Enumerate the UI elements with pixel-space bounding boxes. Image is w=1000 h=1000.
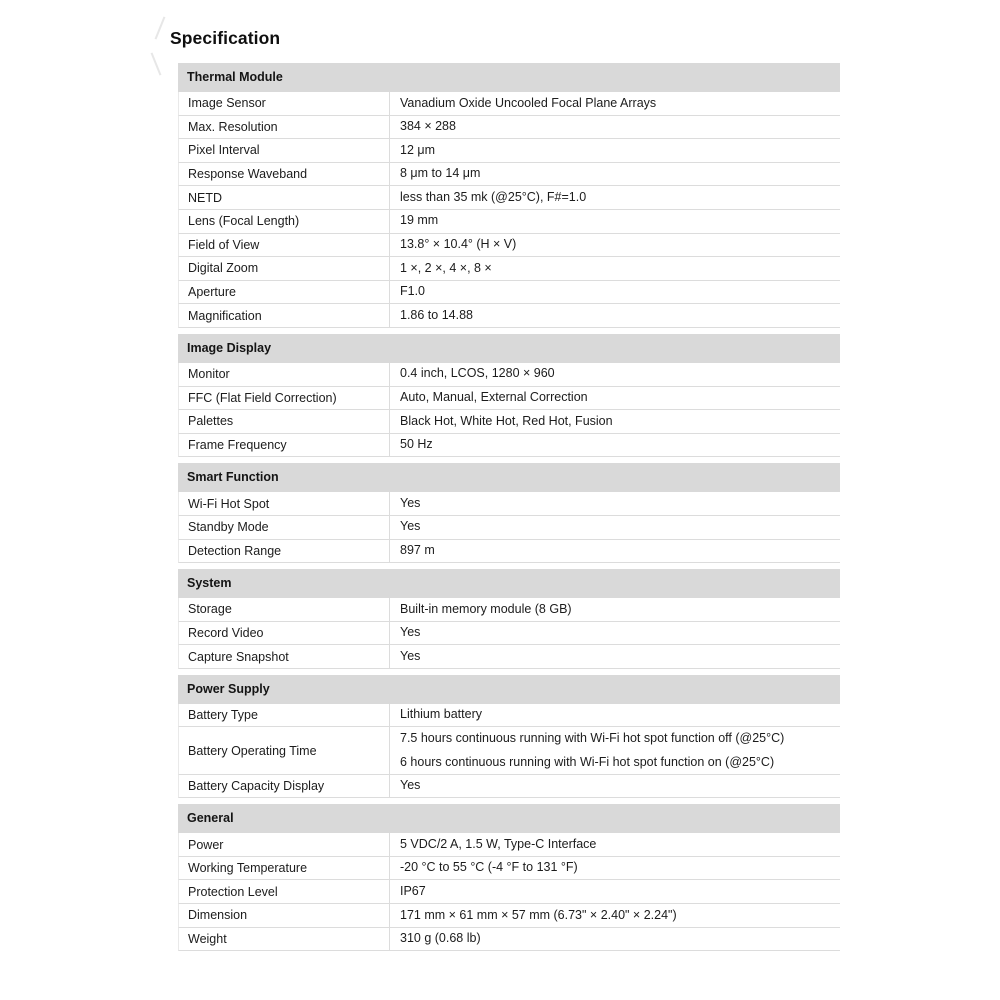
spec-row-label: Image Sensor xyxy=(188,96,266,111)
spec-value-line: 171 mm × 61 mm × 57 mm (6.73" × 2.40" × 2.24") xyxy=(400,907,677,922)
spec-row-value xyxy=(389,139,840,162)
section-header: System xyxy=(178,569,840,598)
spec-row-value xyxy=(389,704,840,727)
page-title: Specification xyxy=(170,28,281,48)
spec-row-value xyxy=(389,304,840,327)
spec-value-line: 12 μm xyxy=(400,142,435,157)
spec-row-label: Dimension xyxy=(188,908,248,923)
spec-value-line: 897 m xyxy=(400,543,435,557)
spec-row xyxy=(178,880,840,904)
spec-row xyxy=(178,186,840,210)
spec-value-line: 6 hours continuous running with Wi-Fi hot spot function on (@25°C) xyxy=(400,754,775,769)
spec-row-value xyxy=(389,363,840,386)
spec-row xyxy=(178,904,840,928)
spec-row-label: Detection Range xyxy=(188,543,282,558)
section-header: Thermal Module xyxy=(178,63,840,92)
spec-value-line: 0.4 inch, LCOS, 1280 × 960 xyxy=(400,366,555,381)
spec-row-label: Frame Frequency xyxy=(188,438,287,453)
spec-row-label: Battery Capacity Display xyxy=(188,778,325,793)
spec-row-label: Protection Level xyxy=(188,884,278,899)
spec-row xyxy=(178,92,840,116)
section-header: General xyxy=(178,804,840,833)
spec-row xyxy=(178,163,840,187)
spec-row-value xyxy=(389,387,840,410)
spec-value-line: Lithium battery xyxy=(400,707,482,722)
section-header: Image Display xyxy=(178,334,840,363)
spec-row-value xyxy=(389,645,840,668)
spec-row xyxy=(178,928,840,952)
spec-row-label: Magnification xyxy=(188,308,262,323)
spec-value-line: Built-in memory module (8 GB) xyxy=(400,601,572,616)
spec-row xyxy=(178,234,840,258)
spec-row xyxy=(178,116,840,140)
spec-row xyxy=(178,622,840,646)
spec-value-line: F1.0 xyxy=(400,284,426,299)
spec-value-line: IP67 xyxy=(400,883,426,898)
spec-section xyxy=(178,804,840,951)
spec-row xyxy=(178,139,840,163)
spec-row-value xyxy=(389,540,840,563)
spec-row-value xyxy=(389,622,840,645)
spec-row-label: Digital Zoom xyxy=(188,261,259,276)
spec-row-label: Standby Mode xyxy=(188,520,269,535)
spec-value-line: 1 ×, 2 ×, 4 ×, 8 × xyxy=(400,260,492,275)
spec-value-line: Vanadium Oxide Uncooled Focal Plane Arrays xyxy=(400,95,657,110)
spec-row-value xyxy=(389,928,840,951)
spec-row-value xyxy=(389,434,840,457)
spec-row-value xyxy=(389,234,840,257)
spec-row xyxy=(178,598,840,622)
spec-row xyxy=(178,727,840,774)
spec-row xyxy=(178,516,840,540)
spec-value-line: Yes xyxy=(400,519,421,534)
spec-row-label: Max. Resolution xyxy=(188,119,278,134)
spec-table xyxy=(178,63,840,951)
spec-row xyxy=(178,645,840,669)
spec-row-label: Palettes xyxy=(188,414,234,429)
spec-value-line: Yes xyxy=(400,625,421,640)
spec-row xyxy=(178,210,840,234)
spec-row-value xyxy=(389,186,840,209)
spec-row-label: Working Temperature xyxy=(188,861,308,876)
spec-row-label: Field of View xyxy=(188,237,260,252)
spec-row-value xyxy=(389,116,840,139)
spec-section xyxy=(178,63,840,328)
spec-row-label: Storage xyxy=(188,602,232,617)
spec-row-label: Capture Snapshot xyxy=(188,649,289,664)
spec-row xyxy=(178,410,840,434)
spec-row xyxy=(178,257,840,281)
scan-artifact-mark xyxy=(155,16,166,39)
spec-row-label: Monitor xyxy=(188,367,230,382)
spec-row-label: Battery Type xyxy=(188,708,258,723)
spec-row xyxy=(178,434,840,458)
spec-row-label: FFC (Flat Field Correction) xyxy=(188,390,337,405)
spec-row xyxy=(178,387,840,411)
spec-value-line: 13.8° × 10.4° (H × V) xyxy=(400,237,517,252)
spec-value-line: 8 μm to 14 μm xyxy=(400,166,481,181)
spec-row xyxy=(178,281,840,305)
spec-row-label: Battery Operating Time xyxy=(188,743,317,758)
spec-row xyxy=(178,857,840,881)
spec-row-value xyxy=(389,833,840,856)
spec-row-value xyxy=(389,727,840,773)
scan-artifact-mark xyxy=(151,52,162,75)
spec-row-label: Lens (Focal Length) xyxy=(188,214,300,229)
section-header: Smart Function xyxy=(178,463,840,492)
spec-row-label: Wi-Fi Hot Spot xyxy=(188,496,270,511)
spec-row-value xyxy=(389,257,840,280)
spec-row xyxy=(178,540,840,564)
spec-value-line: Yes xyxy=(400,495,421,510)
spec-value-line: Yes xyxy=(400,648,421,663)
spec-row-value xyxy=(389,92,840,115)
spec-row-value xyxy=(389,598,840,621)
spec-value-line: 384 × 288 xyxy=(400,119,456,134)
spec-value-line: Yes xyxy=(400,778,421,793)
spec-row-value xyxy=(389,857,840,880)
spec-section xyxy=(178,569,840,669)
spec-row-value xyxy=(389,210,840,233)
spec-row-value xyxy=(389,904,840,927)
spec-value-line: 5 VDC/2 A, 1.5 W, Type-C Interface xyxy=(400,836,597,851)
spec-value-line: Auto, Manual, External Correction xyxy=(400,390,588,405)
spec-row-value xyxy=(389,775,840,798)
spec-value-line: less than 35 mk (@25°C), F#=1.0 xyxy=(400,189,587,204)
spec-row xyxy=(178,775,840,799)
spec-value-line: 310 g (0.68 lb) xyxy=(400,931,481,946)
spec-row xyxy=(178,704,840,728)
spec-section xyxy=(178,463,840,563)
spec-row xyxy=(178,304,840,328)
spec-row-label: Aperture xyxy=(188,285,236,300)
spec-value-line: -20 °C to 55 °C (-4 °F to 131 °F) xyxy=(400,860,578,875)
spec-row-label: Weight xyxy=(188,931,227,946)
spec-row-label: Record Video xyxy=(188,625,264,640)
spec-row-label: NETD xyxy=(188,190,223,205)
spec-row-label: Pixel Interval xyxy=(188,143,260,158)
spec-row-value xyxy=(389,880,840,903)
spec-row-value xyxy=(389,410,840,433)
spec-row xyxy=(178,363,840,387)
spec-row-value xyxy=(389,163,840,186)
spec-row-value xyxy=(389,492,840,515)
spec-row-value xyxy=(389,516,840,539)
spec-value-line: 1.86 to 14.88 xyxy=(400,307,473,322)
spec-row xyxy=(178,492,840,516)
spec-value-line: 7.5 hours continuous running with Wi-Fi hot spot function off (@25°C) xyxy=(400,730,785,745)
spec-section xyxy=(178,334,840,457)
spec-value-line: 50 Hz xyxy=(400,437,433,452)
spec-section xyxy=(178,675,840,798)
spec-row xyxy=(178,833,840,857)
spec-row-label: Response Waveband xyxy=(188,167,308,182)
spec-row-value xyxy=(389,281,840,304)
spec-value-line: Black Hot, White Hot, Red Hot, Fusion xyxy=(400,413,613,428)
spec-value-line: 19 mm xyxy=(400,213,439,228)
section-header: Power Supply xyxy=(178,675,840,704)
spec-row-label: Power xyxy=(188,837,224,852)
